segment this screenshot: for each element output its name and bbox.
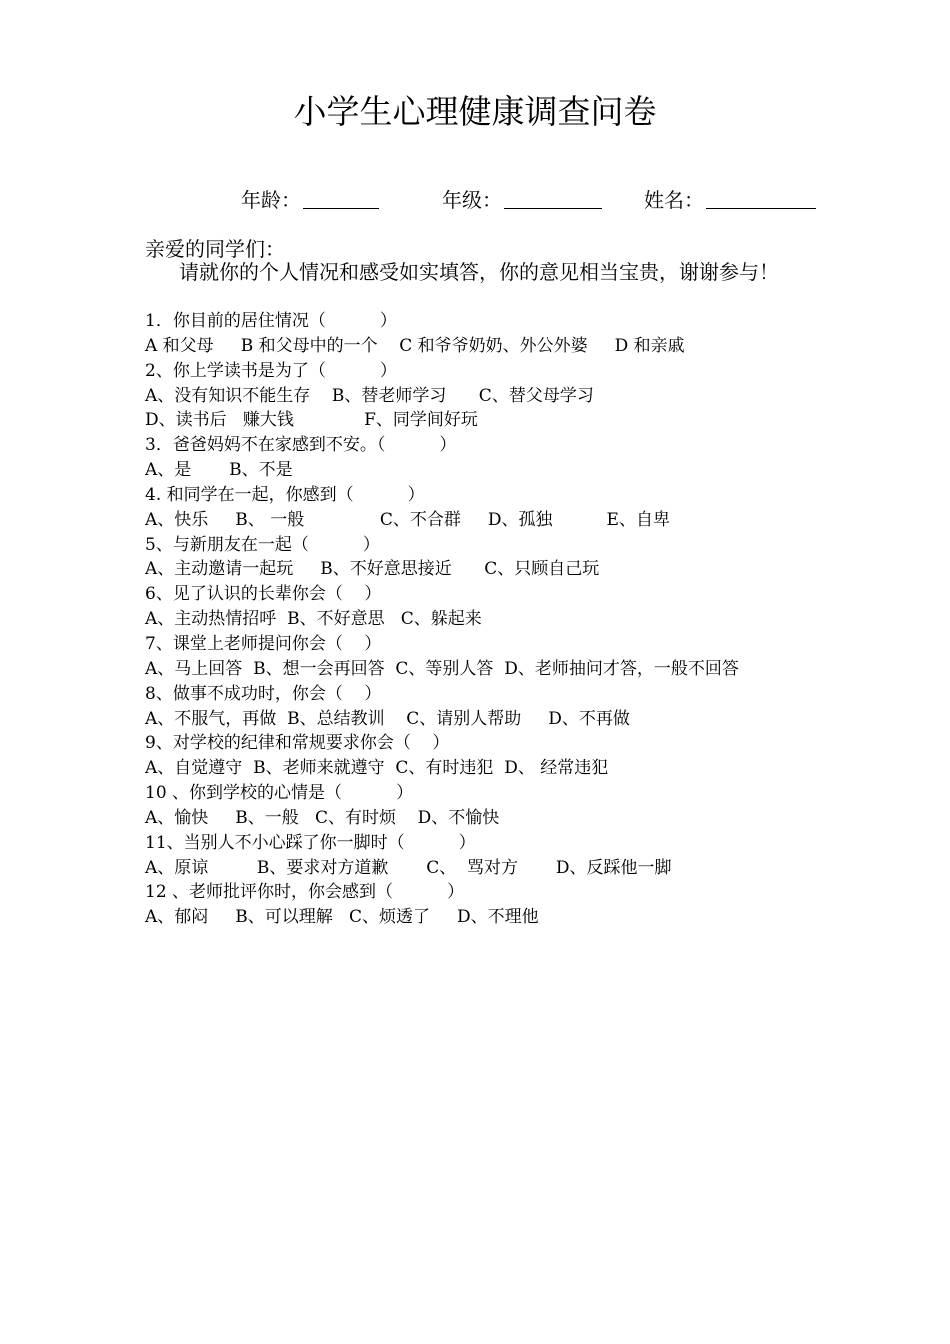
age-label: 年龄： [241, 188, 301, 212]
answer-options: A、主动邀请一起玩 B、不好意思接近 C、只顾自己玩 [145, 559, 600, 580]
answer-options: D、读书后 赚大钱 F、同学间好玩 [145, 410, 478, 431]
info-fields [0, 182, 950, 218]
question-list [145, 309, 845, 930]
question-text: 3．爸爸妈妈不在家感到不安。（ ） [145, 435, 457, 456]
question-text: 12 、老师批评你时，你会感到（ ） [145, 882, 465, 903]
question-text: 8、做事不成功时，你会（ ） [145, 683, 382, 704]
answer-options: A、是 B、不是 [145, 460, 293, 481]
question-text: 9、对学校的纪律和常规要求你会（ ） [145, 733, 450, 754]
answer-options: A、主动热情招呼 B、不好意思 C、躲起来 [145, 609, 482, 630]
answer-options: A、不服气，再做 B、总结教训 C、请别人帮助 D、不再做 [145, 708, 630, 729]
page-title: 小学生心理健康调查问卷 [293, 92, 657, 131]
answer-options: A、自觉遵守 B、老师来就遵守 C、有时违犯 D、 经常违犯 [145, 758, 609, 779]
answer-options: A、马上回答 B、想一会再回答 C、等别人答 D、老师抽问才答，一般不回答 [145, 658, 739, 679]
answer-options: A、愉快 B、一般 C、有时烦 D、不愉快 [145, 807, 500, 828]
age-field[interactable] [241, 182, 379, 218]
question-text: 6、见了认识的长辈你会（ ） [145, 584, 382, 605]
name-blank[interactable] [706, 182, 816, 209]
question-text: 1．你目前的居住情况（ ） [145, 311, 397, 331]
question-text: 10 、你到学校的心情是（ ） [145, 783, 414, 804]
answer-options: A 和父母 B 和父母中的一个 C 和爷爷奶奶、外公外婆 D 和亲戚 [145, 335, 685, 356]
grade-blank[interactable] [504, 182, 602, 209]
question-text: 11、当别人不小心踩了你一脚时（ ） [145, 832, 476, 853]
question-text: 5、与新朋友在一起（ ） [145, 534, 380, 555]
intro-paragraph: 请就你的个人情况和感受如实填答，你的意见相当宝贵，谢谢参与！ [179, 260, 779, 284]
answer-options: A、郁闷 B、可以理解 C、烦透了 D、不理他 [145, 907, 539, 928]
answer-options: A、原谅 B、要求对方道歉 C、 骂对方 D、反踩他一脚 [145, 857, 672, 878]
answer-options: A、没有知识不能生存 B、替老师学习 C、替父母学习 [145, 385, 594, 406]
question-text: 4. 和同学在一起，你感到（ ） [145, 484, 425, 505]
grade-field[interactable] [442, 182, 602, 218]
name-label: 姓名： [644, 188, 704, 212]
question-text: 7、课堂上老师提问你会（ ） [145, 633, 382, 654]
age-blank[interactable] [303, 182, 379, 209]
greeting: 亲爱的同学们： [145, 237, 285, 261]
answer-options: A、快乐 B、 一般 C、不合群 D、孤独 E、自卑 [145, 509, 670, 530]
name-field[interactable] [644, 182, 816, 218]
grade-label: 年级： [442, 188, 502, 212]
question-text: 2、你上学读书是为了（ ） [145, 360, 397, 381]
